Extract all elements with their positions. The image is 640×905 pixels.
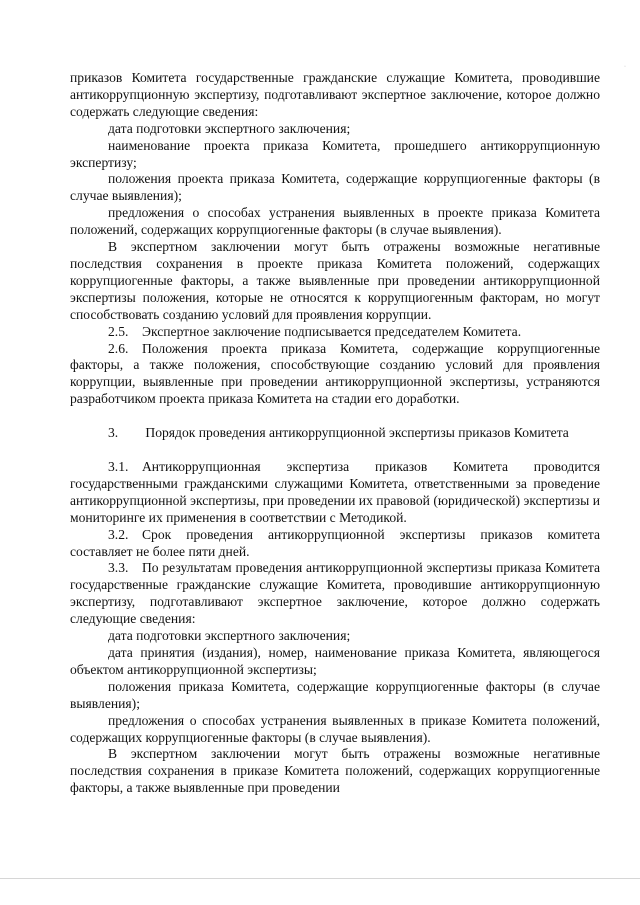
paragraph: В экспертном заключении могут быть отражены возможные негативные последствия сохранения в проекте приказа Комитета положений, содержащих коррупциогенные факторы, а также выявленные при проведении антикоррупционной экспертизы положения, которые не относятся к коррупциогенным факторам, но могут способствовать созданию условий для проявления коррупции. bbox=[70, 239, 600, 322]
list-item: предложения о способах устранения выявленных в проекте приказа Комитета положений, содержащих коррупциогенные факторы (в случае выявления). bbox=[70, 205, 600, 238]
list-item: дата принятия (издания), номер, наименование приказа Комитета, являющегося объектом антикоррупционной экспертизы; bbox=[70, 645, 600, 677]
list-item: наименование проекта приказа Комитета, прошедшего антикоррупционную экспертизу; bbox=[70, 137, 600, 170]
list-item: предложения о способах устранения выявленных в приказе Комитета положений, содержащих коррупциогенные факторы (в случае выявления). bbox=[70, 712, 600, 745]
list-item: дата подготовки экспертного заключения; bbox=[108, 120, 351, 136]
clause-2-5: 2.5. Экспертное заключение подписывается председателем Комитета. bbox=[108, 323, 522, 339]
list-item: дата подготовки экспертного заключения; bbox=[108, 628, 351, 644]
clause-3-1: 3.1. Антикоррупционная экспертиза приказов Комитета проводится государственными гражданскими служащими Комитета, ответственными за проведение антикоррупционной экспертизы, при проведении их правовой (юридической) экспертизы и мониторинге их применения в соответствии с Методикой. bbox=[70, 459, 600, 525]
clause-3-3: 3.3. По результатам проведения антикоррупционной экспертизы приказа Комитета государственные гражданские служащие Комитета, проводившие антикоррупционную экспертизу, подготавливают экспертное заключение, которое должно содержать следующие сведения: bbox=[70, 560, 600, 627]
page-bottom-divider bbox=[0, 878, 640, 879]
list-item: положения проекта приказа Комитета, содержащие коррупциогенные факторы (в случае выявления); bbox=[70, 171, 600, 204]
list-item: положения приказа Комитета, содержащие коррупциогенные факторы (в случае выявления); bbox=[70, 678, 600, 711]
document-body bbox=[70, 70, 600, 797]
paragraph-continuation: приказов Комитета государственные гражданские служащие Комитета, проводившие антикоррупционную экспертизу, подготавливают экспертное заключение, которое должно содержать следующие сведения: bbox=[70, 70, 600, 119]
clause-3-2: 3.2. Срок проведения антикоррупционной экспертизы приказов комитета составляет не более пяти дней. bbox=[70, 526, 600, 559]
clause-2-6: 2.6. Положения проекта приказа Комитета, содержащие коррупциогенные факторы, а также положения, способствующие созданию условий для проявления коррупции, выявленные при проведении антикоррупционной экспертизы, устраняются разработчиком проекта приказа Комитета на стадии его доработки. bbox=[70, 340, 600, 407]
paragraph: В экспертном заключении могут быть отражены возможные негативные последствия сохранения в приказе Комитета положений, содержащих коррупциогенные факторы, а также выявленные при проведении bbox=[70, 746, 600, 796]
scan-mark: · bbox=[624, 64, 626, 70]
section-heading: 3. Порядок проведения антикоррупционной экспертизы приказов Комитета bbox=[108, 425, 569, 441]
